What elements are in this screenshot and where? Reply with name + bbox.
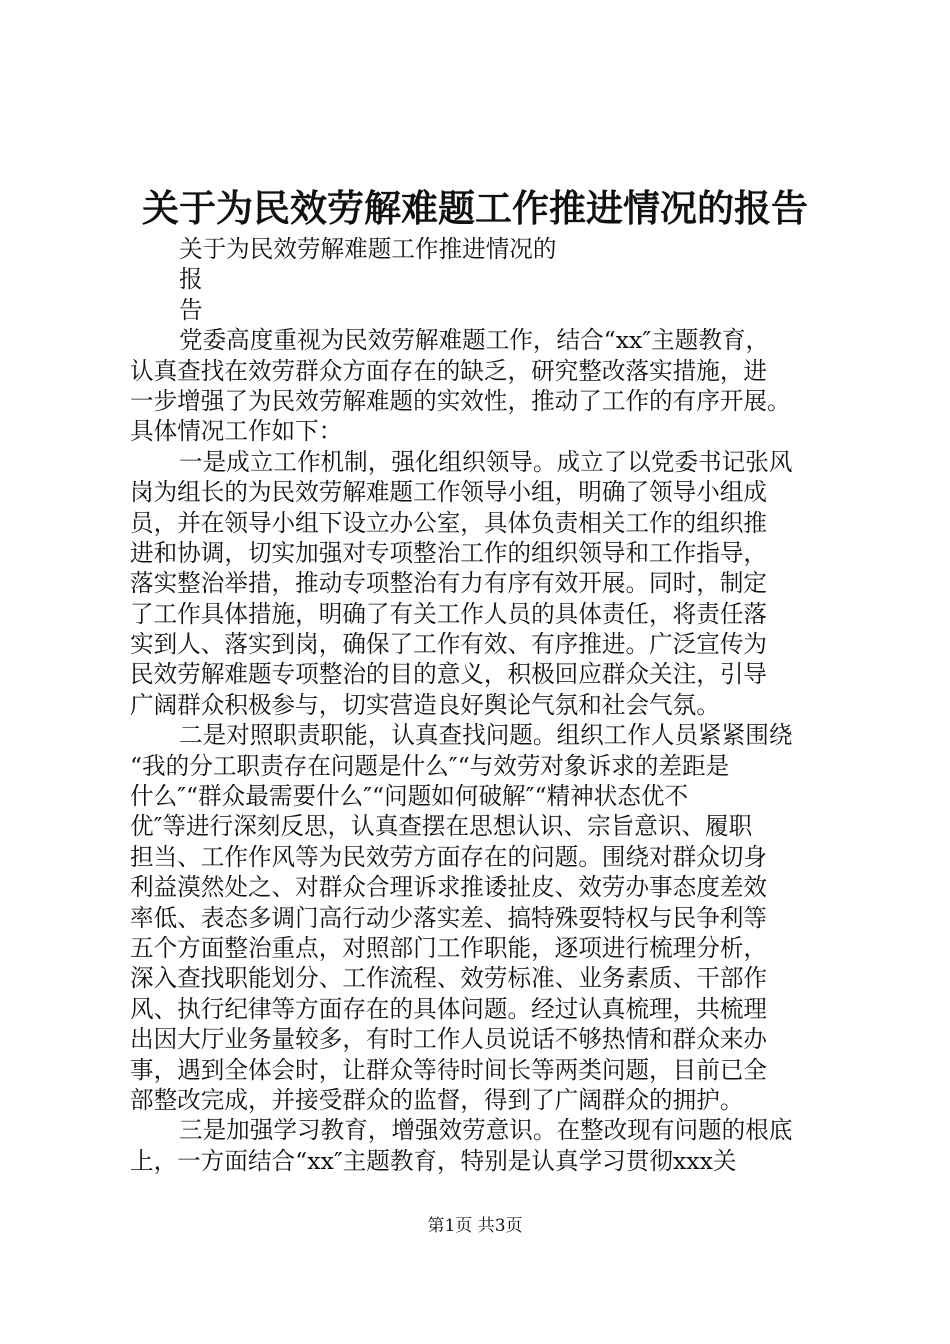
body-line: 部整改完成，并接受群众的监督，得到了广阔群众的拥护。 — [130, 1085, 744, 1114]
body-line: 五个方面整治重点，对照部门工作职能，逐项进行梳理分析， — [130, 933, 768, 962]
body-line: 一是成立工作机制，强化组织领导。成立了以党委书记张风 — [179, 447, 793, 476]
body-line: 广阔群众积极参与，切实营造良好舆论气氛和社会气氛。 — [130, 690, 720, 719]
body-line: 事，遇到全体会时，让群众等待时间长等两类问题，目前已全 — [130, 1055, 768, 1084]
body-line: 具体情况工作如下： — [130, 417, 343, 446]
document-title: 关于为民效劳解难题工作推进情况的报告 — [142, 186, 808, 230]
body-line: 担当、工作作风等为民效劳方面存在的问题。围绕对群众切身 — [130, 842, 768, 871]
body-line: 告 — [179, 295, 203, 324]
body-line: 什么″“群众最需要什么″“问题如何破解″“精神状态优不 — [130, 782, 689, 811]
document-body — [130, 234, 842, 1176]
body-line: 落实整治举措，推动专项整治有力有序有效开展。同时，制定 — [130, 569, 768, 598]
body-line: 利益漠然处之、对群众合理诉求推诿扯皮、效劳办事态度差效 — [130, 873, 768, 902]
body-line: 三是加强学习教育，增强效劳意识。在整改现有问题的根底 — [179, 1116, 793, 1145]
body-line: 优″等进行深刻反思，认真查摆在思想认识、宗旨意识、履职 — [130, 812, 753, 841]
body-line: 岗为组长的为民效劳解难题工作领导小组，明确了领导小组成 — [130, 478, 768, 507]
body-line: 员，并在领导小组下设立办公室，具体负责相关工作的组织推 — [130, 508, 768, 537]
body-line: 深入查找职能划分、工作流程、效劳标准、业务素质、干部作 — [130, 964, 768, 993]
body-line: 认真查找在效劳群众方面存在的缺乏，研究整改落实措施，进 — [130, 356, 768, 385]
body-line: 进和协调，切实加强对专项整治工作的组织领导和工作指导， — [130, 538, 768, 567]
body-line: 二是对照职责职能，认真查找问题。组织工作人员紧紧围绕 — [179, 721, 793, 750]
body-line: “我的分工职责存在问题是什么″“与效劳对象诉求的差距是 — [130, 751, 730, 780]
body-line: 关于为民效劳解难题工作推进情况的 — [179, 235, 557, 263]
page-footer: 第1页 共3页 — [427, 1216, 523, 1236]
body-line: 一步增强了为民效劳解难题的实效性，推动了工作的有序开展。 — [130, 386, 791, 415]
body-line: 出因大厅业务量较多，有时工作人员说话不够热情和群众来办 — [130, 1025, 768, 1054]
body-line: 风、执行纪律等方面存在的具体问题。经过认真梳理，共梳理 — [130, 994, 768, 1023]
body-line: 实到人、落实到岗，确保了工作有效、有序推进。广泛宣传为 — [130, 630, 768, 659]
body-line: 报 — [179, 265, 203, 294]
body-line: 率低、表态多调门高行动少落实差、搞特殊耍特权与民争利等 — [130, 903, 768, 932]
body-line: 民效劳解难题专项整治的目的意义，积极回应群众关注，引导 — [130, 660, 768, 689]
body-line: 上，一方面结合“xx″主题教育，特别是认真学习贯彻xxx关 — [130, 1146, 737, 1175]
body-line: 了工作具体措施，明确了有关工作人员的具体责任，将责任落 — [130, 599, 768, 628]
body-line: 党委高度重视为民效劳解难题工作，结合“xx″主题教育， — [179, 326, 770, 355]
